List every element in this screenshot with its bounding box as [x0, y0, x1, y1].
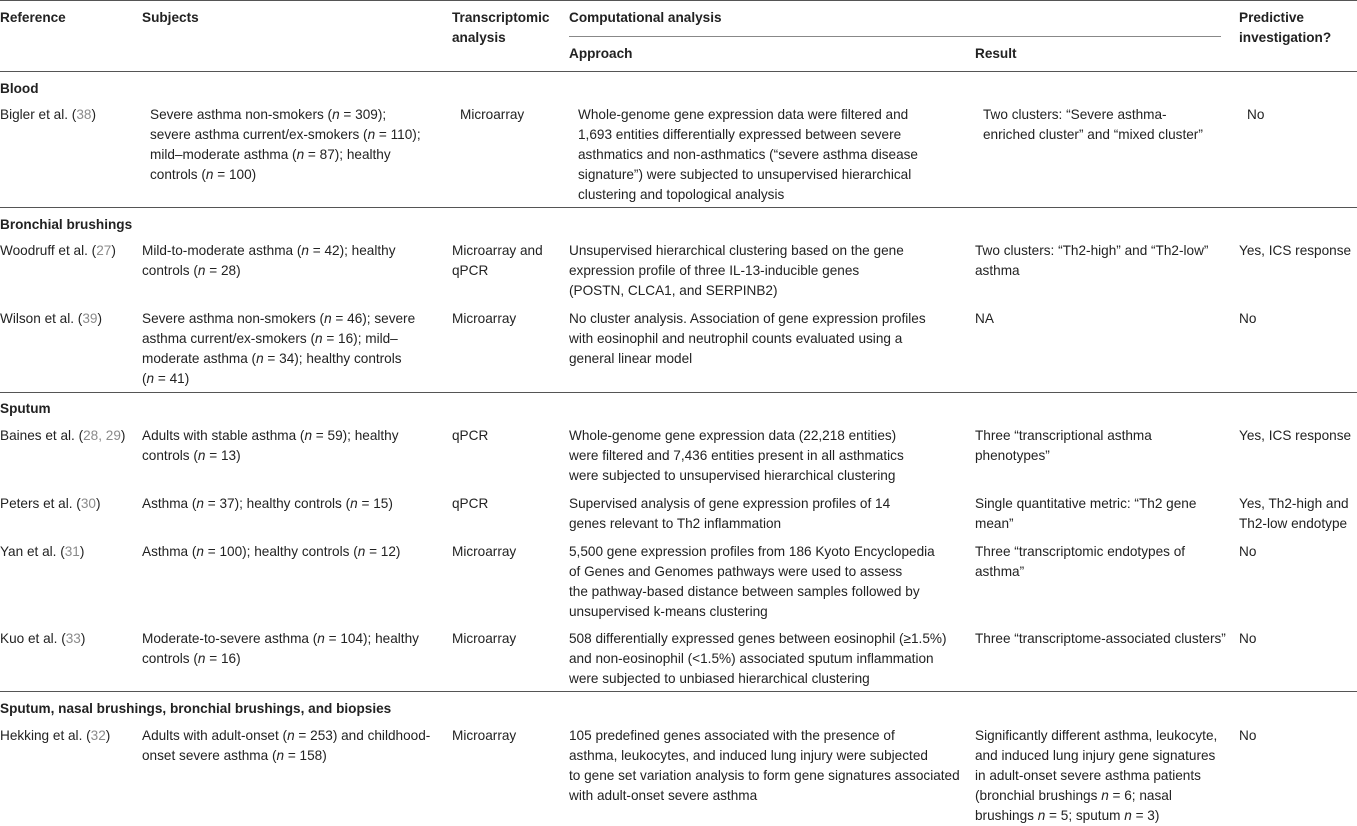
- approach-line: (POSTN, CLCA1, and SERPINB2): [569, 283, 778, 298]
- reference-close: ): [95, 496, 101, 511]
- row-woodruff-predictive: Yes, ICS response: [1239, 243, 1352, 258]
- reference-close: ): [97, 311, 102, 326]
- reference-name: Peters et al. (: [0, 496, 81, 511]
- transcriptomic-line: Microarray and: [452, 243, 543, 258]
- header-predictive-line2: investigation?: [1239, 30, 1332, 45]
- approach-line: of Genes and Genomes pathways were used to assess: [569, 564, 903, 579]
- predictive-line: Th2-low endotype: [1239, 516, 1348, 531]
- approach-line: were filtered and 7,436 entities present in all asthmatics: [569, 448, 904, 463]
- header-computational: Computational analysis: [569, 10, 722, 25]
- result-line: Two clusters: “Th2-high” and “Th2-low”: [975, 243, 1209, 258]
- row-woodruff-reference: [0, 241, 138, 261]
- row-kuo-result: Three “transcriptome-associated clusters”: [975, 631, 1226, 646]
- row-hekking-result: [975, 726, 1237, 826]
- approach-line: Unsupervised hierarchical clustering based on the gene: [569, 243, 904, 258]
- approach-line: and non-eosinophil (<1.5%) associated sputum inflammation: [569, 651, 934, 666]
- approach-line: 508 differentially expressed genes between eosinophil (≥1.5%): [569, 631, 947, 646]
- row-hekking-approach: [569, 726, 971, 806]
- result-line: mean”: [975, 516, 1014, 531]
- subjects-line: Severe asthma non-smokers (n = 46); severe: [142, 311, 416, 326]
- row-yan-reference: [0, 542, 138, 562]
- approach-line: asthma, leukocytes, and induced lung injury were subjected: [569, 748, 928, 763]
- reference-link[interactable]: 27: [96, 243, 112, 258]
- row-wilson-result: NA: [975, 311, 994, 326]
- reference-link[interactable]: 28, 29: [83, 428, 121, 443]
- section-rule: [0, 392, 1357, 393]
- reference-close: ): [111, 243, 116, 258]
- subjects-line: onset severe asthma (n = 158): [142, 748, 327, 763]
- approach-line: Supervised analysis of gene expression profiles of 14: [569, 496, 891, 511]
- row-peters-subjects: [142, 494, 438, 514]
- row-baines-subjects: [142, 426, 438, 466]
- row-woodruff-result: [975, 241, 1237, 281]
- result-line: in adult-onset severe asthma patients: [975, 768, 1201, 783]
- row-bigler-approach: [578, 105, 980, 205]
- computational-subrule: [569, 36, 1221, 37]
- approach-line: No cluster analysis. Association of gene expression profiles: [569, 311, 926, 326]
- result-line: and induced lung injury gene signatures: [975, 748, 1216, 763]
- subjects-line: controls (n = 16): [142, 651, 241, 666]
- subjects-line: Asthma (n = 37); healthy controls (n = 15): [142, 496, 393, 511]
- row-bigler-subjects: [150, 105, 446, 185]
- subjects-line: Severe asthma non-smokers (n = 309);: [150, 107, 387, 122]
- approach-line: expression profile of three IL-13-inducible genes: [569, 263, 860, 278]
- row-hekking-subjects: [142, 726, 438, 766]
- row-yan-transcriptomic: Microarray: [452, 544, 517, 559]
- section-bronchial: Bronchial brushings: [0, 217, 133, 232]
- row-peters-transcriptomic: qPCR: [452, 496, 489, 511]
- row-yan-subjects: [142, 542, 438, 562]
- reference-name: Bigler et al. (: [0, 107, 77, 122]
- row-peters-predictive: [1239, 494, 1357, 534]
- reference-close: ): [80, 631, 86, 646]
- header-approach: Approach: [569, 46, 633, 61]
- result-line: Two clusters: “Severe asthma-: [983, 107, 1167, 122]
- approach-line: 105 predefined genes associated with the presence of: [569, 728, 895, 743]
- approach-line: to gene set variation analysis to form gene signatures associated: [569, 768, 960, 783]
- reference-close: ): [79, 544, 85, 559]
- subjects-line: Moderate-to-severe asthma (n = 104); healthy: [142, 631, 419, 646]
- row-bigler-predictive: No: [1247, 107, 1265, 122]
- result-line: (bronchial brushings n = 6; nasal: [975, 788, 1172, 803]
- row-woodruff-subjects: [142, 241, 438, 281]
- result-line: Single quantitative metric: “Th2 gene: [975, 496, 1197, 511]
- row-baines-predictive: Yes, ICS response: [1239, 428, 1352, 443]
- approach-line: general linear model: [569, 351, 693, 366]
- reference-name: Hekking et al. (: [0, 728, 91, 743]
- row-peters-result: [975, 494, 1237, 534]
- header-subjects: Subjects: [142, 10, 199, 25]
- row-baines-transcriptomic: qPCR: [452, 428, 489, 443]
- approach-line: with adult-onset severe asthma: [569, 788, 758, 803]
- row-kuo-transcriptomic: Microarray: [452, 631, 517, 646]
- row-yan-result: [975, 542, 1237, 582]
- subjects-line: controls (n = 100): [150, 167, 257, 182]
- reference-link[interactable]: 33: [65, 631, 81, 646]
- result-line: Significantly different asthma, leukocyte,: [975, 728, 1218, 743]
- row-bigler-transcriptomic: Microarray: [460, 107, 525, 122]
- header-predictive: [1239, 8, 1331, 48]
- row-yan-approach: [569, 542, 971, 622]
- header-transcriptomic-line1: Transcriptomic: [452, 10, 550, 25]
- reference-link[interactable]: 39: [82, 311, 98, 326]
- predictive-line: Yes, Th2-high and: [1239, 496, 1349, 511]
- header-transcriptomic-line2: analysis: [452, 30, 506, 45]
- row-hekking-reference: [0, 726, 138, 746]
- approach-line: Whole-genome gene expression data were filtered and: [578, 107, 909, 122]
- approach-line: the pathway-based distance between samples followed by: [569, 584, 920, 599]
- result-line: brushings n = 5; sputum n = 3): [975, 808, 1160, 823]
- approach-line: clustering and topological analysis: [578, 187, 785, 202]
- reference-close: ): [120, 428, 126, 443]
- row-kuo-predictive: No: [1239, 631, 1257, 646]
- approach-line: genes relevant to Th2 inflammation: [569, 516, 782, 531]
- row-wilson-predictive: No: [1239, 311, 1257, 326]
- subjects-line: (n = 41): [142, 371, 190, 386]
- row-baines-result: [975, 426, 1237, 466]
- approach-line: signature”) were subjected to unsupervised hierarchical: [578, 167, 912, 182]
- row-kuo-reference: [0, 629, 138, 649]
- subjects-line: asthma current/ex-smokers (n = 16); mild–: [142, 331, 398, 346]
- header-transcriptomic: [452, 8, 549, 48]
- reference-name: Wilson et al. (: [0, 311, 83, 326]
- row-wilson-subjects: [142, 309, 438, 389]
- reference-close: ): [91, 107, 96, 122]
- row-wilson-transcriptomic: Microarray: [452, 311, 517, 326]
- subjects-line: Adults with stable asthma (n = 59); healthy: [142, 428, 399, 443]
- row-bigler-reference: [0, 105, 138, 125]
- result-line: Three “transcriptomic endotypes of: [975, 544, 1186, 559]
- row-peters-reference: [0, 494, 138, 514]
- header-reference: Reference: [0, 10, 66, 25]
- section-rule: [0, 207, 1357, 208]
- result-line: phenotypes”: [975, 448, 1050, 463]
- approach-line: asthmatics and non-asthmatics (“severe asthma disease: [578, 147, 918, 162]
- approach-line: Whole-genome gene expression data (22,218 entities): [569, 428, 897, 443]
- row-bigler-result: [983, 105, 1245, 145]
- approach-line: were subjected to unsupervised hierarchical clustering: [569, 468, 896, 483]
- approach-line: with eosinophil and neutrophil counts evaluated using a: [569, 331, 903, 346]
- header-rule: [0, 71, 1357, 72]
- row-woodruff-approach: [569, 241, 971, 301]
- section-rule: [0, 691, 1357, 692]
- section-blood: Blood: [0, 81, 39, 96]
- header-predictive-line1: Predictive: [1239, 10, 1304, 25]
- row-peters-approach: [569, 494, 971, 534]
- row-woodruff-transcriptomic: [452, 241, 564, 281]
- approach-line: were subjected to unbiased hierarchical clustering: [569, 671, 870, 686]
- approach-line: 1,693 entities differentially expressed between severe: [578, 127, 902, 142]
- reference-name: Yan et al. (: [0, 544, 65, 559]
- transcriptomic-line: qPCR: [452, 263, 489, 278]
- reference-name: Kuo et al. (: [0, 631, 66, 646]
- result-line: asthma”: [975, 564, 1025, 579]
- reference-link[interactable]: 38: [76, 107, 92, 122]
- row-baines-approach: [569, 426, 971, 486]
- row-wilson-approach: [569, 309, 971, 369]
- subjects-line: controls (n = 28): [142, 263, 241, 278]
- reference-link[interactable]: 31: [64, 544, 80, 559]
- result-line: asthma: [975, 263, 1020, 278]
- subjects-line: severe asthma current/ex-smokers (n = 110);: [150, 127, 421, 142]
- reference-link[interactable]: 30: [80, 496, 96, 511]
- section-multi: Sputum, nasal brushings, bronchial brushings, and biopsies: [0, 701, 392, 716]
- approach-line: unsupervised k-means clustering: [569, 604, 768, 619]
- row-kuo-subjects: [142, 629, 438, 669]
- subjects-line: Adults with adult-onset (n = 253) and childhood-: [142, 728, 431, 743]
- subjects-line: mild–moderate asthma (n = 87); healthy: [150, 147, 391, 162]
- top-rule: [0, 0, 1357, 1]
- row-yan-predictive: No: [1239, 544, 1257, 559]
- subjects-line: Asthma (n = 100); healthy controls (n = 12): [142, 544, 401, 559]
- reference-link[interactable]: 32: [90, 728, 106, 743]
- row-hekking-predictive: No: [1239, 728, 1257, 743]
- row-kuo-approach: [569, 629, 971, 689]
- row-hekking-transcriptomic: Microarray: [452, 728, 517, 743]
- approach-line: 5,500 gene expression profiles from 186 Kyoto Encyclopedia: [569, 544, 935, 559]
- subjects-line: moderate asthma (n = 34); healthy controls: [142, 351, 402, 366]
- row-baines-reference: [0, 426, 138, 446]
- reference-name: Baines et al. (: [0, 428, 84, 443]
- subjects-line: Mild-to-moderate asthma (n = 42); healthy: [142, 243, 396, 258]
- section-sputum: Sputum: [0, 401, 51, 416]
- result-line: enriched cluster” and “mixed cluster”: [983, 127, 1203, 142]
- subjects-line: controls (n = 13): [142, 448, 241, 463]
- reference-close: ): [105, 728, 111, 743]
- row-wilson-reference: [0, 309, 138, 329]
- header-result: Result: [975, 46, 1017, 61]
- reference-name: Woodruff et al. (: [0, 243, 97, 258]
- result-line: Three “transcriptional asthma: [975, 428, 1152, 443]
